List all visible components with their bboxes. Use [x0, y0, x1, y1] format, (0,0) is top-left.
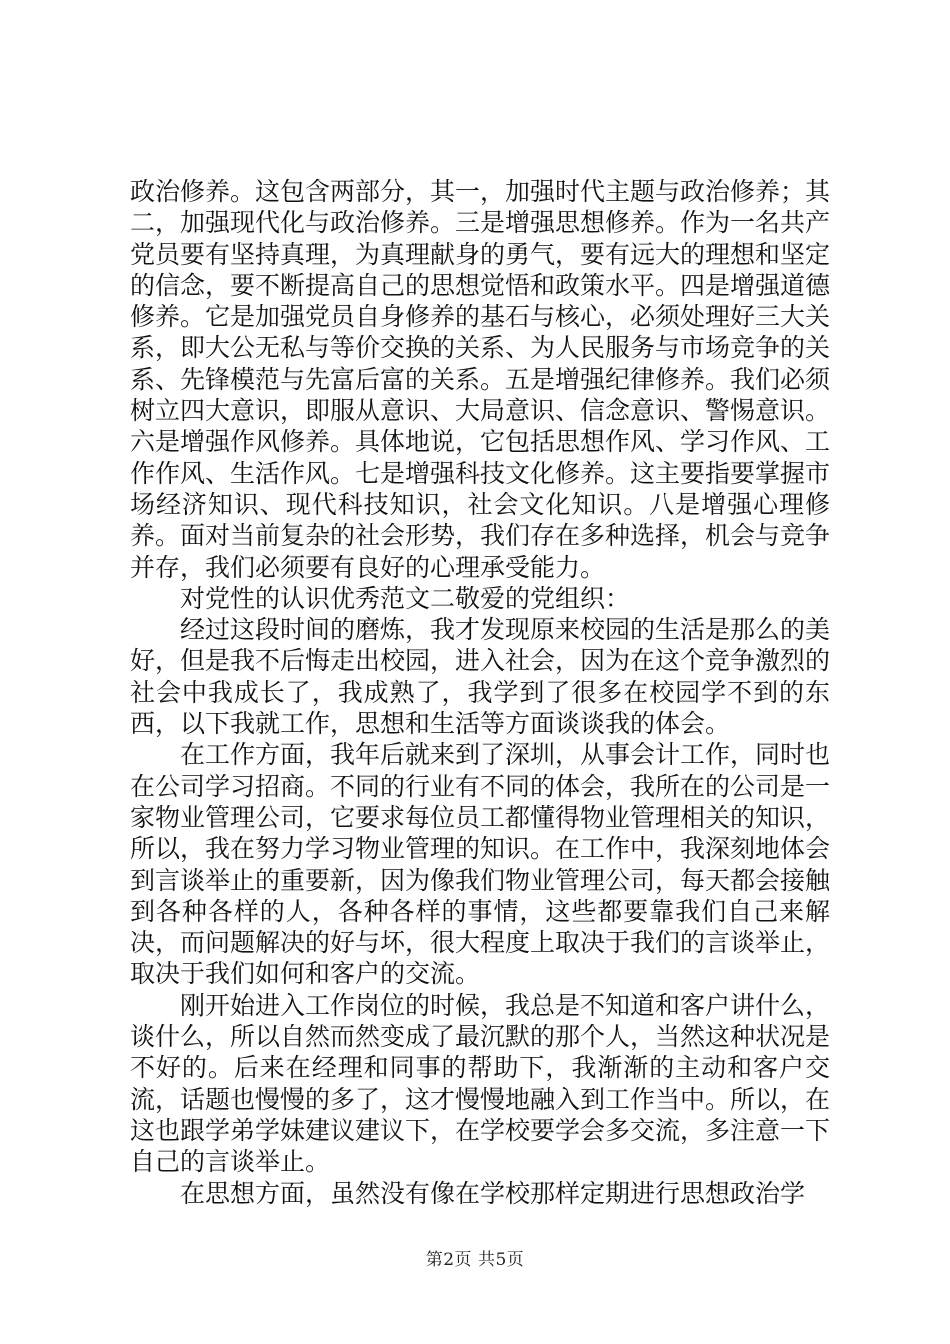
- paragraph-3: 经过这段时间的磨炼，我才发现原来校园的生活是那么的美好，但是我不后悔走出校园，进入社会，因为在这个竞争激烈的社会中我成长了，我成熟了，我学到了很多在校园学不到的东西，以下我就工作，思想和生活等方面谈谈我的体会。: [130, 615, 831, 739]
- paragraph-2-heading: 对党性的认识优秀范文二敬爱的党组织：: [180, 583, 631, 613]
- page-number-footer: 第2页 共5页: [425, 1250, 525, 1270]
- paragraph-5: 刚开始进入工作岗位的时候，我总是不知道和客户讲什么，谈什么，所以自然而然变成了最沉默的那个人，当然这种状况是不好的。后来在经理和同事的帮助下，我渐渐的主动和客户交流，话题也慢慢的多了，这才慢慢地融入到工作当中。所以，在这也跟学弟学妹建议建议下，在学校要学会多交流，多注意一下自己的言谈举止。: [130, 990, 831, 1177]
- paragraph-6: 在思想方面，虽然没有像在学校那样定期进行思想政治学: [180, 1178, 806, 1208]
- paragraph-4: 在工作方面，我年后就来到了深圳，从事会计工作，同时也在公司学习招商。不同的行业有不同的体会，我所在的公司是一家物业管理公司，它要求每位员工都懂得物业管理相关的知识，所以，我在努力学习物业管理的知识。在工作中，我深刻地体会到言谈举止的重要新，因为像我们物业管理公司，每天都会接触到各种各样的人，各种各样的事情，这些都要靠我们自己来解决，而问题解决的好与坏，很大程度上取决于我们的言谈举止，取决于我们如何和客户的交流。: [130, 740, 831, 989]
- paragraph-1: 政治修养。这包含两部分，其一，加强时代主题与政治修养；其二，加强现代化与政治修养。三是增强思想修养。作为一名共产党员要有坚持真理，为真理献身的勇气，要有远大的理想和坚定的信念，要不断提高自己的思想觉悟和政策水平。四是增强道德修养。它是加强党员自身修养的基石与核心，必须处理好三大关系，即大公无私与等价交换的关系、为人民服务与市场竞争的关系、先锋模范与先富后富的关系。五是增强纪律修养。我们必须树立四大意识，即服从意识、大局意识、信念意识、警惕意识。六是增强作风修养。具体地说，它包括思想作风、学习作风、工作作风、生活作风。七是增强科技文化修养。这主要指要掌握市场经济知识、现代科技知识，社会文化知识。八是增强心理修养。面对当前复杂的社会形势，我们存在多种选择，机会与竞争并存，我们必须要有良好的心理承受能力。: [130, 177, 831, 582]
- document-body: [130, 176, 830, 1209]
